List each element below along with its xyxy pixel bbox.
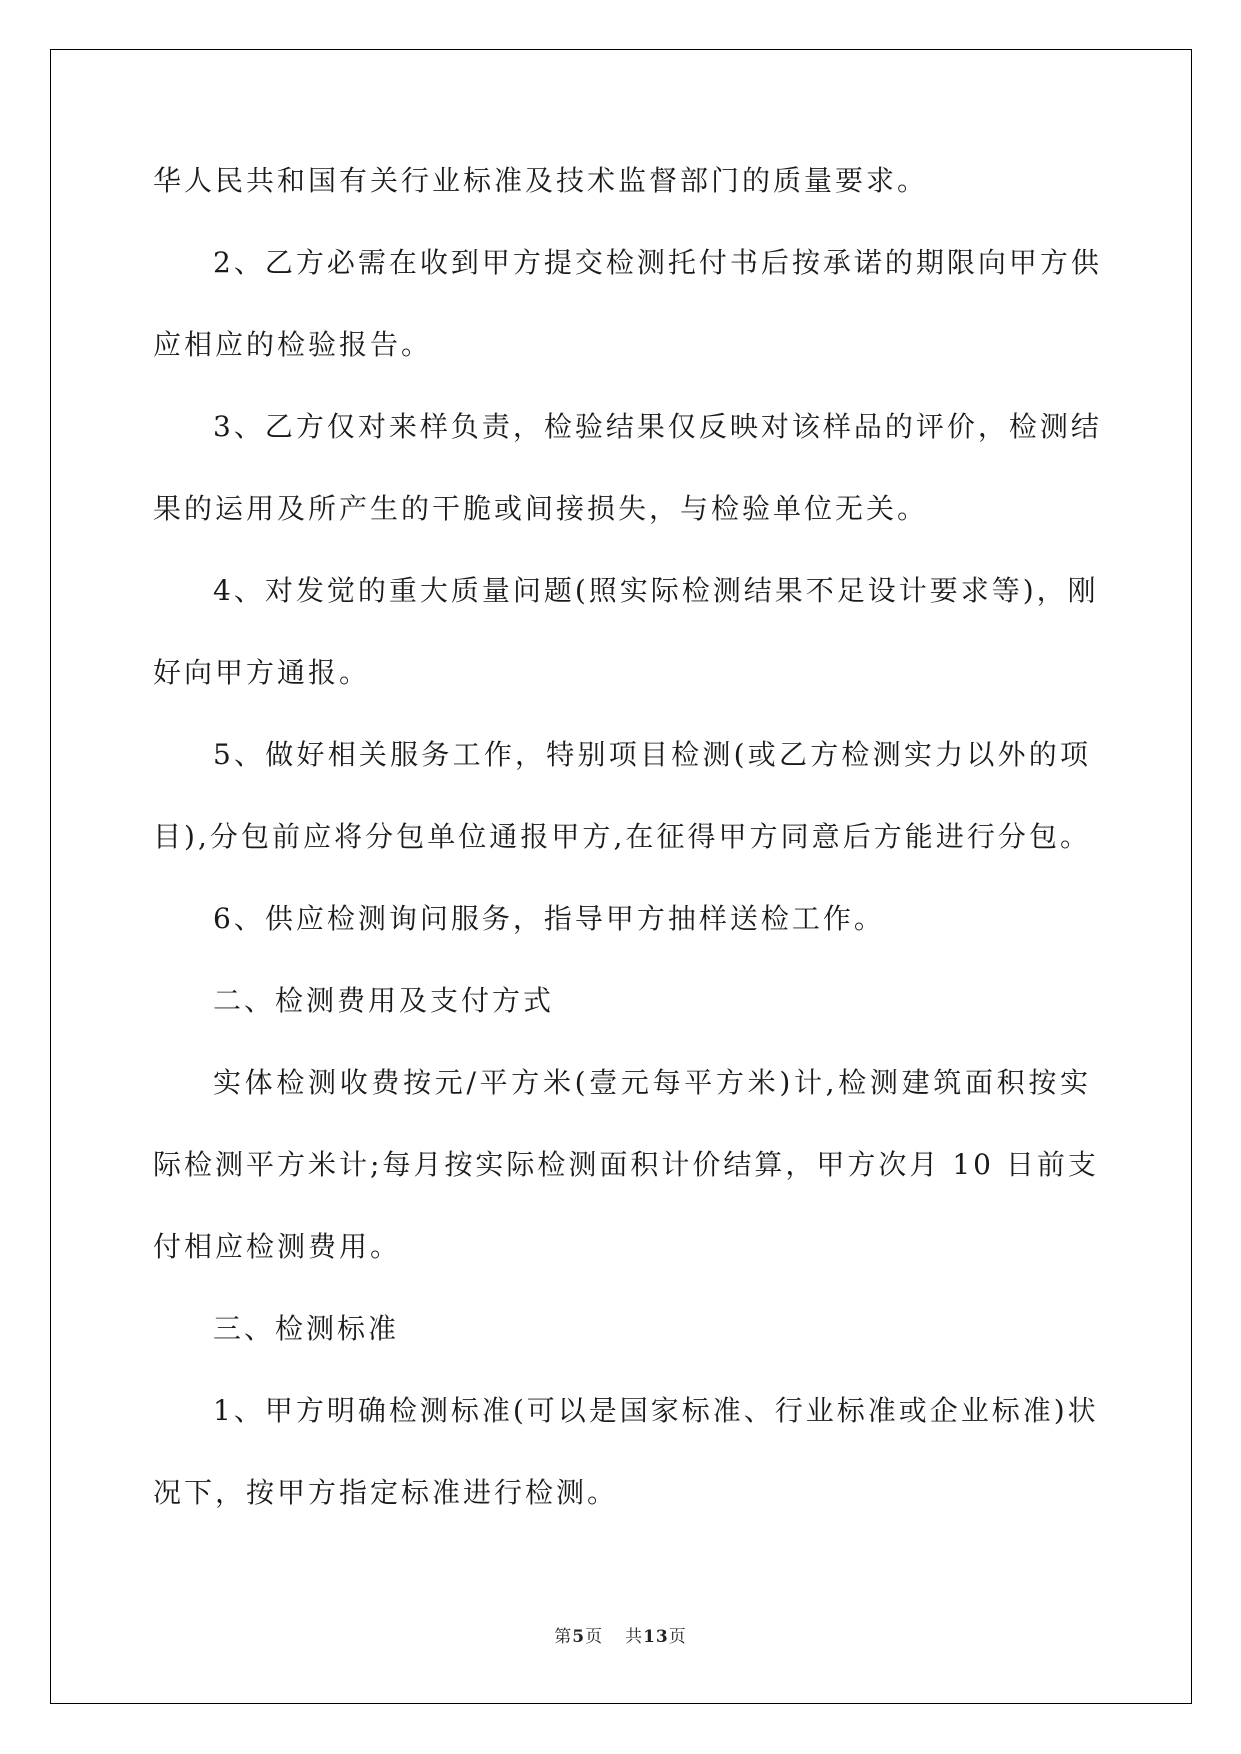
text-line-1: 华人民共和国有关行业标准及技术监督部门的质量要求。 bbox=[153, 164, 929, 197]
text-line-12: 实体检测收费按元/平方米(壹元每平方米)计,检测建筑面积按实 bbox=[213, 1066, 1091, 1099]
document-body bbox=[153, 140, 1102, 1534]
footer-prefix: 第 bbox=[554, 1627, 573, 1647]
text-line-13: 际检测平方米计;每月按实际检测面积计价结算，甲方次月 10 日前支 bbox=[153, 1148, 1099, 1181]
current-page-number: 5 bbox=[572, 1627, 586, 1647]
text-line-10: 6、供应检测询问服务，指导甲方抽样送检工作。 bbox=[213, 902, 885, 935]
text-line-8: 5、做好相关服务工作，特别项目检测(或乙方检测实力以外的项 bbox=[213, 738, 1091, 771]
text-line-16: 1、甲方明确检测标准(可以是国家标准、行业标准或企业标准)状 bbox=[213, 1394, 1099, 1427]
total-pages-number: 13 bbox=[643, 1627, 669, 1647]
section-heading-standards: 三、检测标准 bbox=[213, 1312, 400, 1345]
text-line-14: 付相应检测费用。 bbox=[153, 1230, 402, 1263]
text-line-2: 2、乙方必需在收到甲方提交检测托付书后按承诺的期限向甲方供 bbox=[213, 246, 1102, 279]
footer-page-suffix: 页 bbox=[585, 1627, 604, 1647]
page-footer bbox=[0, 1622, 1241, 1647]
text-line-7: 好向甲方通报。 bbox=[153, 656, 371, 689]
footer-total-prefix: 共 bbox=[625, 1627, 644, 1647]
text-line-17: 况下，按甲方指定标准进行检测。 bbox=[153, 1476, 619, 1509]
text-line-9: 目),分包前应将分包单位通报甲方,在征得甲方同意后方能进行分包。 bbox=[153, 820, 1091, 853]
text-line-4: 3、乙方仅对来样负责，检验结果仅反映对该样品的评价，检测结 bbox=[213, 410, 1102, 443]
section-heading-fees: 二、检测费用及支付方式 bbox=[213, 984, 555, 1017]
footer-total-suffix: 页 bbox=[668, 1627, 687, 1647]
text-line-6: 4、对发觉的重大质量问题(照实际检测结果不足设计要求等)，刚 bbox=[213, 574, 1099, 607]
text-line-3: 应相应的检验报告。 bbox=[153, 328, 433, 361]
text-line-5: 果的运用及所产生的干脆或间接损失，与检验单位无关。 bbox=[153, 492, 929, 525]
